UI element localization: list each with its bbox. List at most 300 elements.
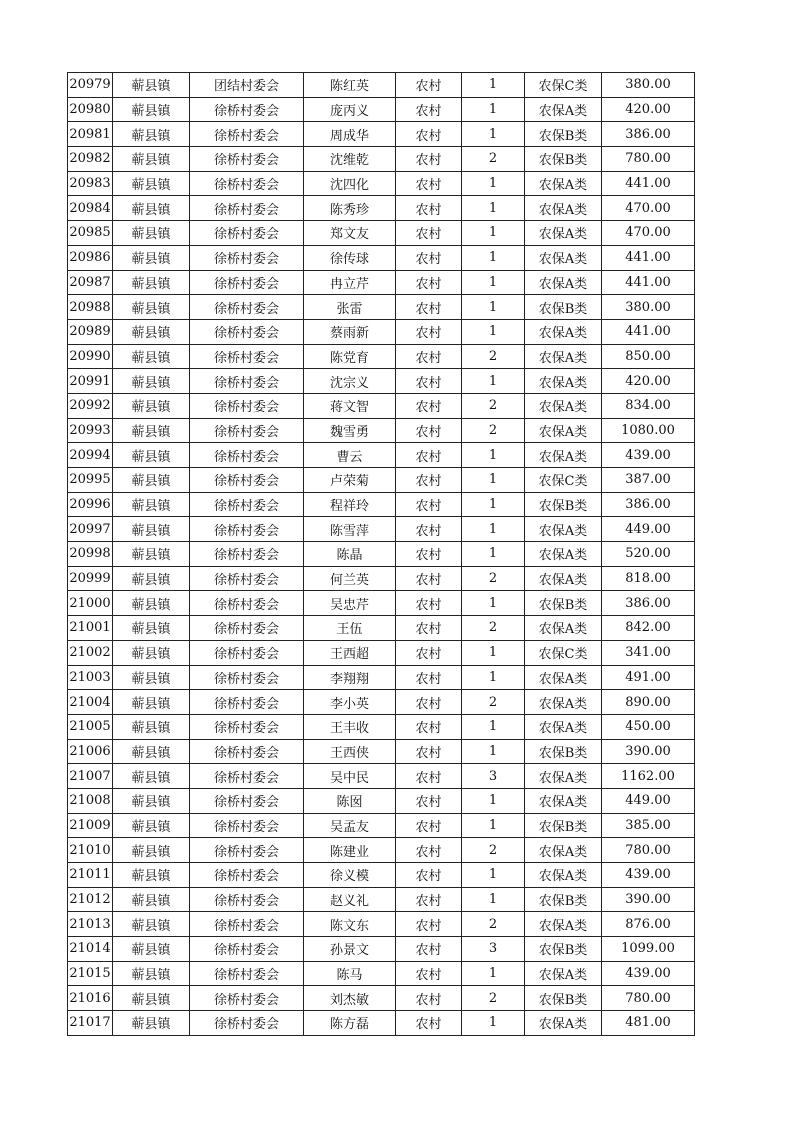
- cell-village-committee: 徐桥村委会: [190, 147, 304, 172]
- cell-insurance-class: 农保A类: [525, 788, 602, 813]
- cell-household-count: 1: [462, 369, 525, 394]
- cell-village-committee: 徐桥村委会: [190, 319, 304, 344]
- cell-household-count: 1: [462, 171, 525, 196]
- cell-village-committee: 徐桥村委会: [190, 245, 304, 270]
- cell-household-type: 农村: [396, 961, 462, 986]
- cell-household-type: 农村: [396, 418, 462, 443]
- cell-town: 蕲县镇: [113, 616, 190, 641]
- cell-household-type: 农村: [396, 492, 462, 517]
- table-row: [68, 73, 695, 98]
- cell-amount: 390.00: [602, 887, 695, 912]
- cell-town: 蕲县镇: [113, 739, 190, 764]
- cell-household-count: 2: [462, 418, 525, 443]
- cell-village-committee: 徐桥村委会: [190, 961, 304, 986]
- cell-village-committee: 徐桥村委会: [190, 665, 304, 690]
- cell-record-id: 20990: [68, 344, 113, 369]
- cell-household-count: 1: [462, 73, 525, 98]
- cell-town: 蕲县镇: [113, 640, 190, 665]
- cell-amount: 780.00: [602, 838, 695, 863]
- cell-person-name: 王西超: [304, 640, 396, 665]
- cell-household-type: 农村: [396, 171, 462, 196]
- cell-household-count: 1: [462, 517, 525, 542]
- table-body: [68, 73, 695, 1036]
- cell-person-name: 王伍: [304, 616, 396, 641]
- cell-record-id: 21000: [68, 591, 113, 616]
- cell-household-type: 农村: [396, 616, 462, 641]
- cell-person-name: 陈雪萍: [304, 517, 396, 542]
- table-row: [68, 542, 695, 567]
- cell-household-type: 农村: [396, 319, 462, 344]
- cell-village-committee: 徐桥村委会: [190, 739, 304, 764]
- cell-insurance-class: 农保A类: [525, 97, 602, 122]
- cell-amount: 439.00: [602, 961, 695, 986]
- cell-amount: 390.00: [602, 739, 695, 764]
- cell-person-name: 魏雪勇: [304, 418, 396, 443]
- cell-insurance-class: 农保A类: [525, 764, 602, 789]
- cell-person-name: 李翔翔: [304, 665, 396, 690]
- table-row: [68, 665, 695, 690]
- table-row: [68, 147, 695, 172]
- cell-person-name: 陈马: [304, 961, 396, 986]
- cell-household-count: 2: [462, 986, 525, 1011]
- cell-household-count: 1: [462, 640, 525, 665]
- table-row: [68, 764, 695, 789]
- subsidy-table: [67, 72, 695, 1036]
- cell-household-count: 3: [462, 764, 525, 789]
- cell-amount: 386.00: [602, 492, 695, 517]
- cell-amount: 470.00: [602, 196, 695, 221]
- cell-record-id: 20987: [68, 270, 113, 295]
- table-row: [68, 393, 695, 418]
- cell-household-type: 农村: [396, 270, 462, 295]
- table-row: [68, 912, 695, 937]
- cell-record-id: 20989: [68, 319, 113, 344]
- cell-person-name: 王丰收: [304, 714, 396, 739]
- cell-town: 蕲县镇: [113, 295, 190, 320]
- table-row: [68, 196, 695, 221]
- cell-household-count: 1: [462, 270, 525, 295]
- cell-insurance-class: 农保A类: [525, 443, 602, 468]
- cell-town: 蕲县镇: [113, 517, 190, 542]
- cell-record-id: 20991: [68, 369, 113, 394]
- cell-insurance-class: 农保B类: [525, 295, 602, 320]
- cell-person-name: 陈晶: [304, 542, 396, 567]
- cell-insurance-class: 农保A类: [525, 344, 602, 369]
- cell-amount: 441.00: [602, 245, 695, 270]
- cell-amount: 441.00: [602, 171, 695, 196]
- cell-town: 蕲县镇: [113, 764, 190, 789]
- cell-person-name: 陈方磊: [304, 1011, 396, 1036]
- cell-village-committee: 徐桥村委会: [190, 813, 304, 838]
- cell-record-id: 21001: [68, 616, 113, 641]
- cell-household-type: 农村: [396, 838, 462, 863]
- cell-amount: 380.00: [602, 73, 695, 98]
- cell-village-committee: 徐桥村委会: [190, 690, 304, 715]
- table-row: [68, 863, 695, 888]
- cell-amount: 780.00: [602, 147, 695, 172]
- cell-village-committee: 徐桥村委会: [190, 344, 304, 369]
- cell-village-committee: 徐桥村委会: [190, 863, 304, 888]
- cell-record-id: 20988: [68, 295, 113, 320]
- cell-amount: 1162.00: [602, 764, 695, 789]
- cell-town: 蕲县镇: [113, 369, 190, 394]
- cell-amount: 386.00: [602, 122, 695, 147]
- cell-person-name: 王西侠: [304, 739, 396, 764]
- cell-village-committee: 徐桥村委会: [190, 270, 304, 295]
- cell-village-committee: 团结村委会: [190, 73, 304, 98]
- cell-town: 蕲县镇: [113, 171, 190, 196]
- cell-amount: 491.00: [602, 665, 695, 690]
- cell-record-id: 20980: [68, 97, 113, 122]
- cell-village-committee: 徐桥村委会: [190, 492, 304, 517]
- cell-insurance-class: 农保A类: [525, 714, 602, 739]
- table-row: [68, 468, 695, 493]
- cell-household-type: 农村: [396, 542, 462, 567]
- cell-person-name: 吴忠芹: [304, 591, 396, 616]
- cell-person-name: 刘杰敏: [304, 986, 396, 1011]
- cell-town: 蕲县镇: [113, 245, 190, 270]
- cell-record-id: 21006: [68, 739, 113, 764]
- cell-insurance-class: 农保B类: [525, 591, 602, 616]
- cell-person-name: 曹云: [304, 443, 396, 468]
- cell-household-count: 1: [462, 1011, 525, 1036]
- cell-record-id: 21017: [68, 1011, 113, 1036]
- cell-town: 蕲县镇: [113, 788, 190, 813]
- cell-person-name: 冉立芹: [304, 270, 396, 295]
- cell-village-committee: 徐桥村委会: [190, 640, 304, 665]
- cell-amount: 385.00: [602, 813, 695, 838]
- cell-person-name: 陈囡: [304, 788, 396, 813]
- cell-record-id: 21014: [68, 937, 113, 962]
- cell-village-committee: 徐桥村委会: [190, 937, 304, 962]
- cell-insurance-class: 农保A类: [525, 319, 602, 344]
- cell-town: 蕲县镇: [113, 863, 190, 888]
- cell-household-count: 1: [462, 443, 525, 468]
- cell-village-committee: 徐桥村委会: [190, 97, 304, 122]
- cell-household-count: 1: [462, 196, 525, 221]
- table-row: [68, 887, 695, 912]
- cell-record-id: 21004: [68, 690, 113, 715]
- cell-town: 蕲县镇: [113, 443, 190, 468]
- cell-insurance-class: 农保B类: [525, 813, 602, 838]
- cell-town: 蕲县镇: [113, 937, 190, 962]
- cell-village-committee: 徐桥村委会: [190, 196, 304, 221]
- cell-village-committee: 徐桥村委会: [190, 542, 304, 567]
- cell-amount: 449.00: [602, 517, 695, 542]
- table-row: [68, 1011, 695, 1036]
- cell-town: 蕲县镇: [113, 542, 190, 567]
- cell-person-name: 陈红英: [304, 73, 396, 98]
- cell-household-type: 农村: [396, 813, 462, 838]
- cell-person-name: 程祥玲: [304, 492, 396, 517]
- cell-amount: 850.00: [602, 344, 695, 369]
- cell-household-type: 农村: [396, 690, 462, 715]
- cell-household-type: 农村: [396, 295, 462, 320]
- cell-household-type: 农村: [396, 788, 462, 813]
- cell-town: 蕲县镇: [113, 122, 190, 147]
- cell-household-type: 农村: [396, 986, 462, 1011]
- table-row: [68, 319, 695, 344]
- cell-record-id: 21010: [68, 838, 113, 863]
- cell-record-id: 20986: [68, 245, 113, 270]
- cell-record-id: 20979: [68, 73, 113, 98]
- cell-village-committee: 徐桥村委会: [190, 788, 304, 813]
- cell-town: 蕲县镇: [113, 319, 190, 344]
- table-row: [68, 788, 695, 813]
- cell-village-committee: 徐桥村委会: [190, 295, 304, 320]
- cell-amount: 439.00: [602, 863, 695, 888]
- cell-village-committee: 徐桥村委会: [190, 566, 304, 591]
- cell-town: 蕲县镇: [113, 270, 190, 295]
- cell-amount: 441.00: [602, 319, 695, 344]
- cell-town: 蕲县镇: [113, 221, 190, 246]
- cell-insurance-class: 农保A类: [525, 542, 602, 567]
- cell-person-name: 沈维乾: [304, 147, 396, 172]
- cell-amount: 818.00: [602, 566, 695, 591]
- cell-person-name: 陈文东: [304, 912, 396, 937]
- cell-record-id: 20998: [68, 542, 113, 567]
- cell-amount: 780.00: [602, 986, 695, 1011]
- table-row: [68, 418, 695, 443]
- cell-amount: 481.00: [602, 1011, 695, 1036]
- cell-town: 蕲县镇: [113, 813, 190, 838]
- table-row: [68, 171, 695, 196]
- cell-village-committee: 徐桥村委会: [190, 171, 304, 196]
- cell-village-committee: 徐桥村委会: [190, 912, 304, 937]
- cell-record-id: 21003: [68, 665, 113, 690]
- cell-person-name: 陈党育: [304, 344, 396, 369]
- cell-insurance-class: 农保A类: [525, 171, 602, 196]
- cell-town: 蕲县镇: [113, 838, 190, 863]
- cell-insurance-class: 农保A类: [525, 369, 602, 394]
- cell-amount: 1080.00: [602, 418, 695, 443]
- cell-insurance-class: 农保A类: [525, 196, 602, 221]
- cell-village-committee: 徐桥村委会: [190, 616, 304, 641]
- cell-household-type: 农村: [396, 714, 462, 739]
- cell-household-type: 农村: [396, 887, 462, 912]
- cell-household-type: 农村: [396, 196, 462, 221]
- cell-household-count: 1: [462, 319, 525, 344]
- cell-amount: 380.00: [602, 295, 695, 320]
- cell-record-id: 20981: [68, 122, 113, 147]
- cell-town: 蕲县镇: [113, 344, 190, 369]
- cell-village-committee: 徐桥村委会: [190, 838, 304, 863]
- cell-person-name: 陈建业: [304, 838, 396, 863]
- cell-record-id: 20984: [68, 196, 113, 221]
- cell-household-count: 2: [462, 147, 525, 172]
- cell-town: 蕲县镇: [113, 73, 190, 98]
- cell-person-name: 蒋文智: [304, 393, 396, 418]
- cell-insurance-class: 农保A类: [525, 690, 602, 715]
- cell-amount: 842.00: [602, 616, 695, 641]
- cell-insurance-class: 农保A类: [525, 616, 602, 641]
- cell-record-id: 20983: [68, 171, 113, 196]
- cell-insurance-class: 农保A类: [525, 245, 602, 270]
- cell-household-type: 农村: [396, 97, 462, 122]
- cell-town: 蕲县镇: [113, 1011, 190, 1036]
- cell-insurance-class: 农保A类: [525, 1011, 602, 1036]
- cell-village-committee: 徐桥村委会: [190, 764, 304, 789]
- table-row: [68, 295, 695, 320]
- table-row: [68, 690, 695, 715]
- cell-person-name: 陈秀珍: [304, 196, 396, 221]
- cell-insurance-class: 农保B类: [525, 492, 602, 517]
- table-row: [68, 369, 695, 394]
- cell-person-name: 张雷: [304, 295, 396, 320]
- cell-person-name: 徐传球: [304, 245, 396, 270]
- cell-person-name: 李小英: [304, 690, 396, 715]
- cell-record-id: 20982: [68, 147, 113, 172]
- cell-household-type: 农村: [396, 468, 462, 493]
- cell-household-count: 1: [462, 542, 525, 567]
- cell-village-committee: 徐桥村委会: [190, 591, 304, 616]
- cell-insurance-class: 农保C类: [525, 468, 602, 493]
- cell-village-committee: 徐桥村委会: [190, 221, 304, 246]
- cell-record-id: 21015: [68, 961, 113, 986]
- cell-household-count: 2: [462, 616, 525, 641]
- cell-insurance-class: 农保A类: [525, 270, 602, 295]
- cell-record-id: 21009: [68, 813, 113, 838]
- cell-village-committee: 徐桥村委会: [190, 369, 304, 394]
- table-row: [68, 714, 695, 739]
- cell-insurance-class: 农保A类: [525, 393, 602, 418]
- cell-town: 蕲县镇: [113, 492, 190, 517]
- cell-insurance-class: 农保A类: [525, 961, 602, 986]
- table-row: [68, 640, 695, 665]
- cell-amount: 890.00: [602, 690, 695, 715]
- cell-insurance-class: 农保B类: [525, 986, 602, 1011]
- cell-town: 蕲县镇: [113, 887, 190, 912]
- cell-town: 蕲县镇: [113, 418, 190, 443]
- cell-household-type: 农村: [396, 566, 462, 591]
- cell-person-name: 赵义礼: [304, 887, 396, 912]
- cell-amount: 341.00: [602, 640, 695, 665]
- cell-insurance-class: 农保A类: [525, 517, 602, 542]
- cell-person-name: 庞丙义: [304, 97, 396, 122]
- table-row: [68, 443, 695, 468]
- table-row: [68, 591, 695, 616]
- cell-record-id: 20985: [68, 221, 113, 246]
- cell-household-count: 2: [462, 838, 525, 863]
- cell-insurance-class: 农保A类: [525, 566, 602, 591]
- cell-amount: 439.00: [602, 443, 695, 468]
- cell-town: 蕲县镇: [113, 196, 190, 221]
- cell-insurance-class: 农保A类: [525, 221, 602, 246]
- cell-household-count: 2: [462, 912, 525, 937]
- cell-person-name: 吴孟友: [304, 813, 396, 838]
- table-row: [68, 739, 695, 764]
- cell-household-count: 1: [462, 887, 525, 912]
- cell-person-name: 郑文友: [304, 221, 396, 246]
- cell-household-type: 农村: [396, 122, 462, 147]
- table-row: [68, 344, 695, 369]
- cell-household-count: 1: [462, 295, 525, 320]
- cell-household-count: 2: [462, 690, 525, 715]
- cell-amount: 420.00: [602, 97, 695, 122]
- cell-record-id: 20996: [68, 492, 113, 517]
- cell-town: 蕲县镇: [113, 714, 190, 739]
- cell-town: 蕲县镇: [113, 393, 190, 418]
- table-row: [68, 961, 695, 986]
- cell-household-count: 1: [462, 863, 525, 888]
- cell-amount: 876.00: [602, 912, 695, 937]
- cell-household-count: 1: [462, 245, 525, 270]
- table-row: [68, 838, 695, 863]
- table-row: [68, 517, 695, 542]
- cell-insurance-class: 农保B类: [525, 147, 602, 172]
- cell-person-name: 孙景文: [304, 937, 396, 962]
- cell-town: 蕲县镇: [113, 986, 190, 1011]
- cell-amount: 834.00: [602, 393, 695, 418]
- cell-insurance-class: 农保A类: [525, 418, 602, 443]
- cell-household-count: 1: [462, 468, 525, 493]
- cell-village-committee: 徐桥村委会: [190, 714, 304, 739]
- cell-town: 蕲县镇: [113, 912, 190, 937]
- cell-household-type: 农村: [396, 221, 462, 246]
- cell-record-id: 21012: [68, 887, 113, 912]
- cell-household-count: 1: [462, 122, 525, 147]
- cell-amount: 449.00: [602, 788, 695, 813]
- cell-household-count: 1: [462, 714, 525, 739]
- cell-amount: 450.00: [602, 714, 695, 739]
- cell-amount: 470.00: [602, 221, 695, 246]
- cell-person-name: 蔡雨新: [304, 319, 396, 344]
- cell-record-id: 20994: [68, 443, 113, 468]
- cell-town: 蕲县镇: [113, 961, 190, 986]
- cell-record-id: 20995: [68, 468, 113, 493]
- cell-record-id: 21002: [68, 640, 113, 665]
- cell-person-name: 沈四化: [304, 171, 396, 196]
- cell-person-name: 沈宗义: [304, 369, 396, 394]
- cell-household-type: 农村: [396, 517, 462, 542]
- cell-household-type: 农村: [396, 912, 462, 937]
- cell-record-id: 20993: [68, 418, 113, 443]
- cell-village-committee: 徐桥村委会: [190, 986, 304, 1011]
- table-row: [68, 616, 695, 641]
- cell-household-count: 1: [462, 813, 525, 838]
- cell-household-type: 农村: [396, 591, 462, 616]
- cell-village-committee: 徐桥村委会: [190, 887, 304, 912]
- cell-household-count: 1: [462, 97, 525, 122]
- cell-record-id: 21007: [68, 764, 113, 789]
- cell-household-type: 农村: [396, 393, 462, 418]
- cell-person-name: 徐义模: [304, 863, 396, 888]
- cell-person-name: 何兰英: [304, 566, 396, 591]
- cell-town: 蕲县镇: [113, 665, 190, 690]
- cell-village-committee: 徐桥村委会: [190, 443, 304, 468]
- cell-person-name: 吴中民: [304, 764, 396, 789]
- cell-record-id: 21011: [68, 863, 113, 888]
- cell-household-count: 1: [462, 788, 525, 813]
- cell-record-id: 21005: [68, 714, 113, 739]
- table-row: [68, 270, 695, 295]
- cell-town: 蕲县镇: [113, 566, 190, 591]
- cell-household-type: 农村: [396, 863, 462, 888]
- cell-record-id: 20997: [68, 517, 113, 542]
- cell-record-id: 21008: [68, 788, 113, 813]
- cell-household-type: 农村: [396, 369, 462, 394]
- cell-amount: 387.00: [602, 468, 695, 493]
- cell-household-count: 3: [462, 937, 525, 962]
- cell-household-count: 1: [462, 492, 525, 517]
- cell-household-type: 农村: [396, 147, 462, 172]
- cell-household-count: 1: [462, 221, 525, 246]
- cell-record-id: 20999: [68, 566, 113, 591]
- cell-household-type: 农村: [396, 764, 462, 789]
- cell-village-committee: 徐桥村委会: [190, 468, 304, 493]
- cell-record-id: 21013: [68, 912, 113, 937]
- table-row: [68, 221, 695, 246]
